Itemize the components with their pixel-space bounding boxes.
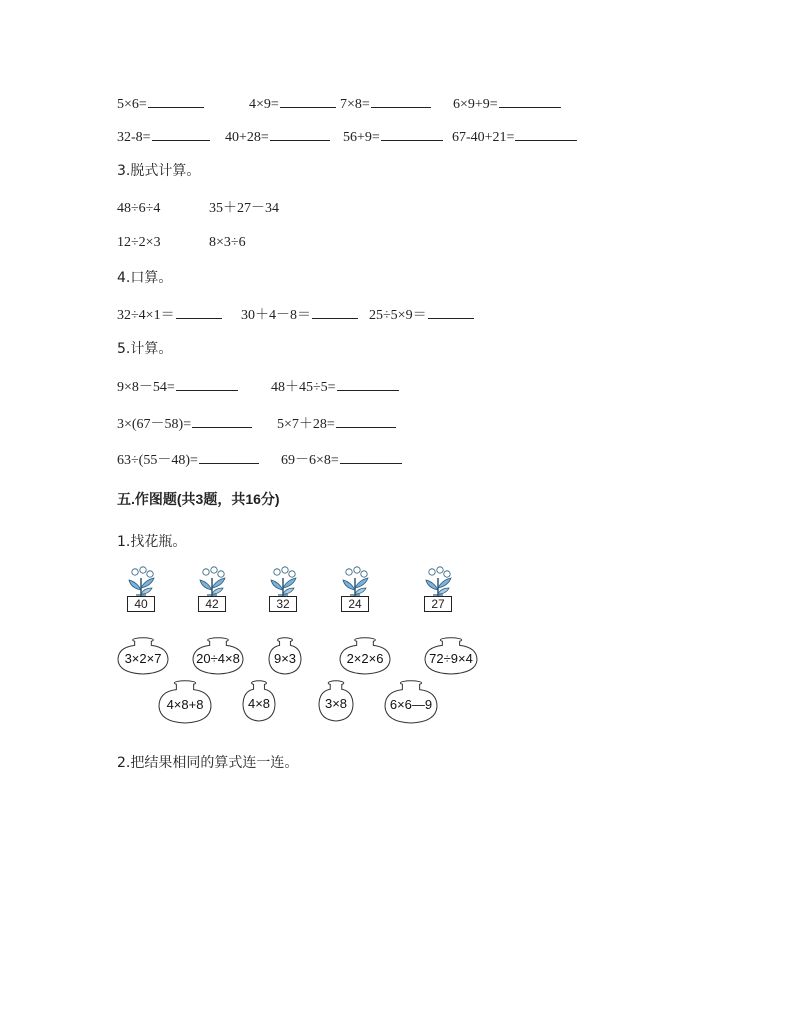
calc-item: 69－6×8= bbox=[281, 450, 402, 470]
vase-expression: 72÷9×4 bbox=[429, 651, 473, 667]
calc-item: 6×9+9= bbox=[453, 94, 561, 114]
calc-row-1 bbox=[117, 94, 561, 114]
vase bbox=[268, 637, 302, 675]
calc-item: 5×7＋28= bbox=[277, 414, 396, 434]
calc-item: 25÷5×9＝ bbox=[369, 305, 474, 325]
flower-pot bbox=[337, 566, 373, 620]
section-4-row bbox=[117, 305, 474, 325]
vase bbox=[117, 637, 169, 675]
answer-blank[interactable] bbox=[515, 127, 577, 141]
answer-blank[interactable] bbox=[337, 377, 399, 391]
calc-item: 56+9= bbox=[343, 127, 452, 147]
flower-icon bbox=[420, 566, 456, 598]
vase bbox=[192, 637, 244, 675]
answer-blank[interactable] bbox=[152, 127, 210, 141]
vase-expression: 3×8 bbox=[324, 695, 348, 711]
section-5-row-3 bbox=[117, 450, 402, 470]
vase-expression: 2×2×6 bbox=[346, 651, 384, 667]
calc-item: 32÷4×1＝ bbox=[117, 305, 241, 325]
flower-icon bbox=[337, 566, 373, 598]
flower-pot bbox=[420, 566, 456, 620]
vase-expression: 9×3 bbox=[273, 651, 297, 667]
answer-blank[interactable] bbox=[381, 127, 443, 141]
flower-pot bbox=[123, 566, 159, 620]
answer-blank[interactable] bbox=[199, 450, 259, 464]
calc-item: 7×8= bbox=[340, 94, 443, 114]
section-3-row-1 bbox=[117, 200, 279, 218]
section-4-title: 4.口算。 bbox=[117, 270, 173, 286]
expression: 35＋27－34 bbox=[209, 201, 279, 216]
flower-number: 32 bbox=[269, 596, 297, 612]
answer-blank[interactable] bbox=[280, 94, 336, 108]
answer-blank[interactable] bbox=[499, 94, 561, 108]
answer-blank[interactable] bbox=[336, 414, 396, 428]
flower-number: 24 bbox=[341, 596, 369, 612]
flower-icon bbox=[265, 566, 301, 598]
calc-row-2 bbox=[117, 127, 577, 147]
calc-item: 48＋45÷5= bbox=[271, 377, 399, 397]
flower-number: 27 bbox=[424, 596, 452, 612]
vase bbox=[242, 680, 276, 722]
answer-blank[interactable] bbox=[192, 414, 252, 428]
expression: 48÷6÷4 bbox=[117, 201, 161, 216]
calc-item: 4×9= bbox=[249, 94, 329, 114]
vase-expression: 3×2×7 bbox=[124, 651, 162, 667]
calc-item: 5×6= bbox=[117, 94, 249, 114]
calc-item: 32-8= bbox=[117, 127, 225, 147]
expression: 12÷2×3 bbox=[117, 235, 161, 250]
flower-icon bbox=[123, 566, 159, 598]
calc-item: 30＋4－8＝ bbox=[241, 305, 369, 325]
part-5-heading: 五.作图题(共3题，共16分) bbox=[117, 491, 280, 507]
calc-item: 67-40+21= bbox=[452, 127, 577, 147]
flower-pot bbox=[265, 566, 301, 620]
vase-expression: 6×6—9 bbox=[389, 696, 433, 712]
answer-blank[interactable] bbox=[270, 127, 330, 141]
section-5-row-1 bbox=[117, 377, 399, 397]
calc-item: 40+28= bbox=[225, 127, 341, 147]
section-5-row-2 bbox=[117, 414, 396, 434]
calc-item: 63÷(55－48)= bbox=[117, 450, 281, 470]
section-3-title: 3.脱式计算。 bbox=[117, 163, 201, 179]
answer-blank[interactable] bbox=[176, 377, 238, 391]
answer-blank[interactable] bbox=[148, 94, 204, 108]
answer-blank[interactable] bbox=[428, 305, 474, 319]
expression: 8×3÷6 bbox=[209, 235, 246, 250]
vase bbox=[424, 637, 478, 675]
flower-icon bbox=[194, 566, 230, 598]
question-2-title: 2.把结果相同的算式连一连。 bbox=[117, 755, 299, 771]
flower-number: 42 bbox=[198, 596, 226, 612]
vase-expression: 4×8+8 bbox=[166, 696, 204, 712]
answer-blank[interactable] bbox=[340, 450, 402, 464]
answer-blank[interactable] bbox=[371, 94, 431, 108]
calc-item: 9×8－54= bbox=[117, 377, 271, 397]
answer-blank[interactable] bbox=[312, 305, 358, 319]
section-5-title: 5.计算。 bbox=[117, 341, 173, 357]
answer-blank[interactable] bbox=[176, 305, 222, 319]
calc-item: 3×(67－58)= bbox=[117, 414, 277, 434]
flower-number: 40 bbox=[127, 596, 155, 612]
vase-expression: 4×8 bbox=[247, 695, 271, 711]
section-3-row-2 bbox=[117, 234, 246, 252]
question-1-title: 1.找花瓶。 bbox=[117, 534, 187, 550]
vase bbox=[318, 680, 354, 722]
flower-pot bbox=[194, 566, 230, 620]
vase bbox=[384, 680, 438, 724]
vase bbox=[339, 637, 391, 675]
vase bbox=[158, 680, 212, 724]
vase-expression: 20÷4×8 bbox=[196, 651, 240, 667]
